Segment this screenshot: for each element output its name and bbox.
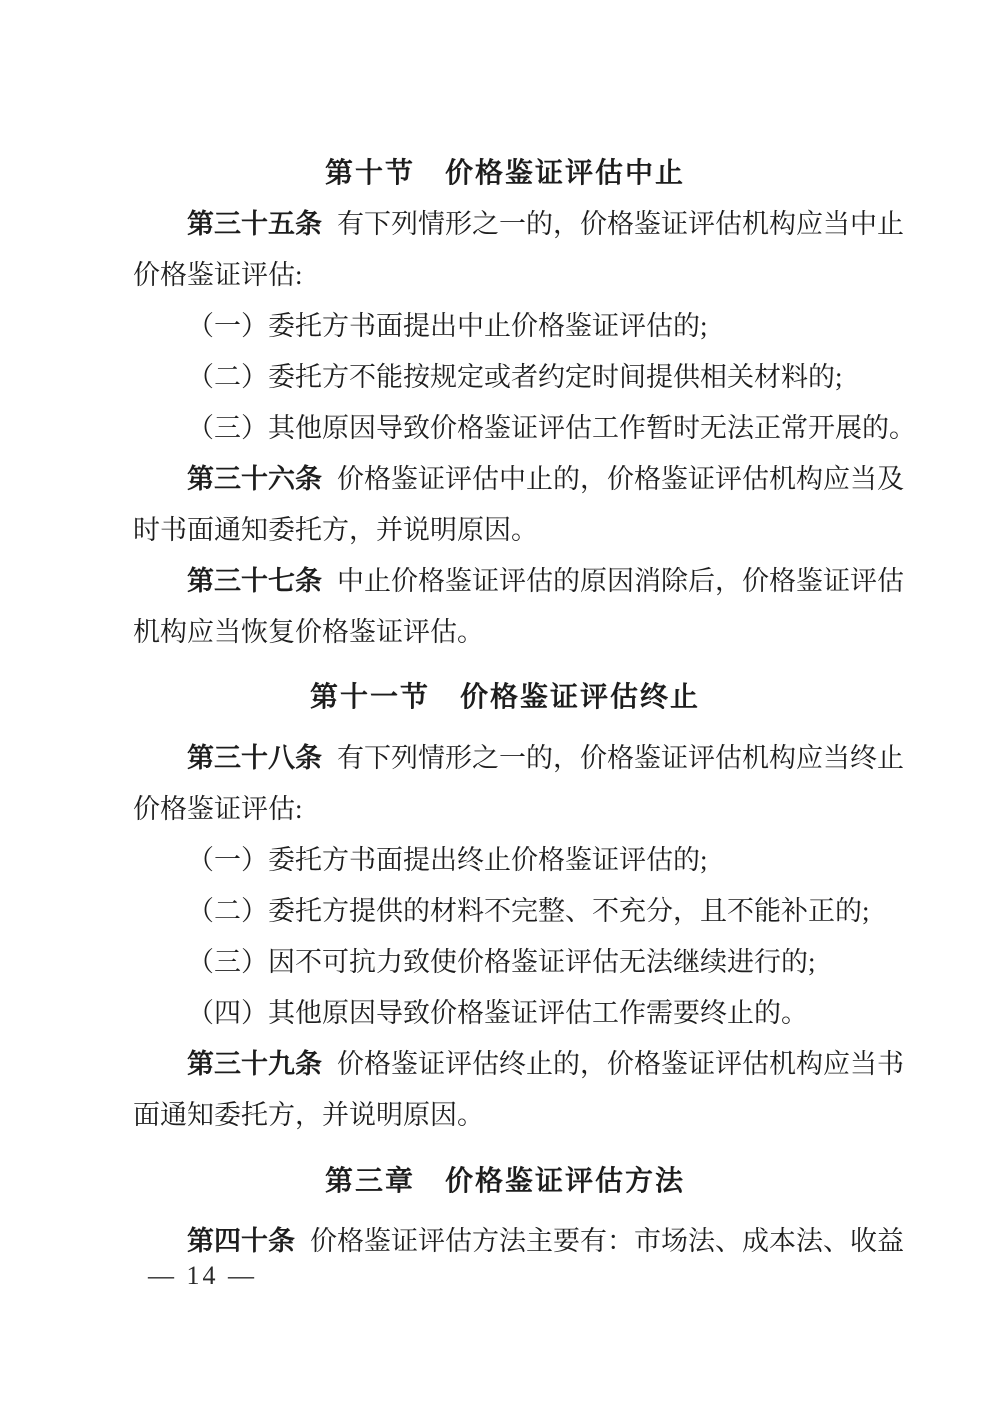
article-36-line-2: 时书面通知委托方，并说明原因。 [133, 515, 538, 545]
clause-item: （二）委托方不能按规定或者约定时间提供相关材料的; [187, 362, 843, 392]
article-37 [133, 556, 904, 658]
chapter-heading-3: 第三章 价格鉴证评估方法 [324, 1165, 685, 1196]
section-heading-11: 第十一节 价格鉴证评估终止 [309, 682, 700, 713]
clause-item: （三）其他原因导致价格鉴证评估工作暂时无法正常开展的。 [187, 413, 916, 443]
article-37-line-2: 机构应当恢复价格鉴证评估。 [133, 617, 484, 647]
clause-item: （四）其他原因导致价格鉴证评估工作需要终止的。 [187, 998, 808, 1028]
article-40-text: 价格鉴证评估方法主要有：市场法、成本法、收益 [310, 1226, 904, 1256]
document-body [133, 148, 916, 1267]
article-39-text: 价格鉴证评估终止的，价格鉴证评估机构应当书 [337, 1049, 904, 1079]
article-38-line-1 [133, 733, 904, 784]
article-36 [133, 454, 904, 556]
clause-item: （一）委托方书面提出中止价格鉴证评估的; [187, 311, 708, 341]
article-36-number: 第三十六条 [187, 464, 322, 494]
clause-list-35 [133, 301, 916, 454]
article-40-number: 第四十条 [187, 1226, 295, 1256]
article-37-line-1 [133, 556, 904, 607]
article-36-text: 价格鉴证评估中止的，价格鉴证评估机构应当及 [337, 464, 904, 494]
article-39 [133, 1039, 904, 1141]
article-36-line-1 [133, 454, 904, 505]
article-35-line-1 [133, 199, 904, 250]
clause-list-38 [133, 835, 877, 1039]
article-39-number: 第三十九条 [187, 1049, 322, 1079]
article-35-line-2: 价格鉴证评估: [133, 260, 303, 290]
article-38 [133, 733, 904, 835]
section-heading-10: 第十节 价格鉴证评估中止 [324, 158, 685, 189]
article-38-line-2: 价格鉴证评估: [133, 794, 303, 824]
article-37-number: 第三十七条 [187, 566, 322, 596]
clause-item: （二）委托方提供的材料不完整、不充分，且不能补正的; [187, 896, 870, 926]
article-39-line-1 [133, 1039, 904, 1090]
clause-item: （三）因不可抗力致使价格鉴证评估无法继续进行的; [187, 947, 816, 977]
clause-item: （一）委托方书面提出终止价格鉴证评估的; [187, 845, 708, 875]
article-37-text: 中止价格鉴证评估的原因消除后，价格鉴证评估 [337, 566, 904, 596]
article-35-text: 有下列情形之一的，价格鉴证评估机构应当中止 [337, 209, 904, 239]
article-38-number: 第三十八条 [187, 743, 322, 773]
article-39-line-2: 面通知委托方，并说明原因。 [133, 1100, 484, 1130]
article-38-text: 有下列情形之一的，价格鉴证评估机构应当终止 [337, 743, 904, 773]
article-35 [133, 199, 904, 301]
article-35-number: 第三十五条 [187, 209, 322, 239]
page-number: — 14 — [148, 1261, 257, 1290]
